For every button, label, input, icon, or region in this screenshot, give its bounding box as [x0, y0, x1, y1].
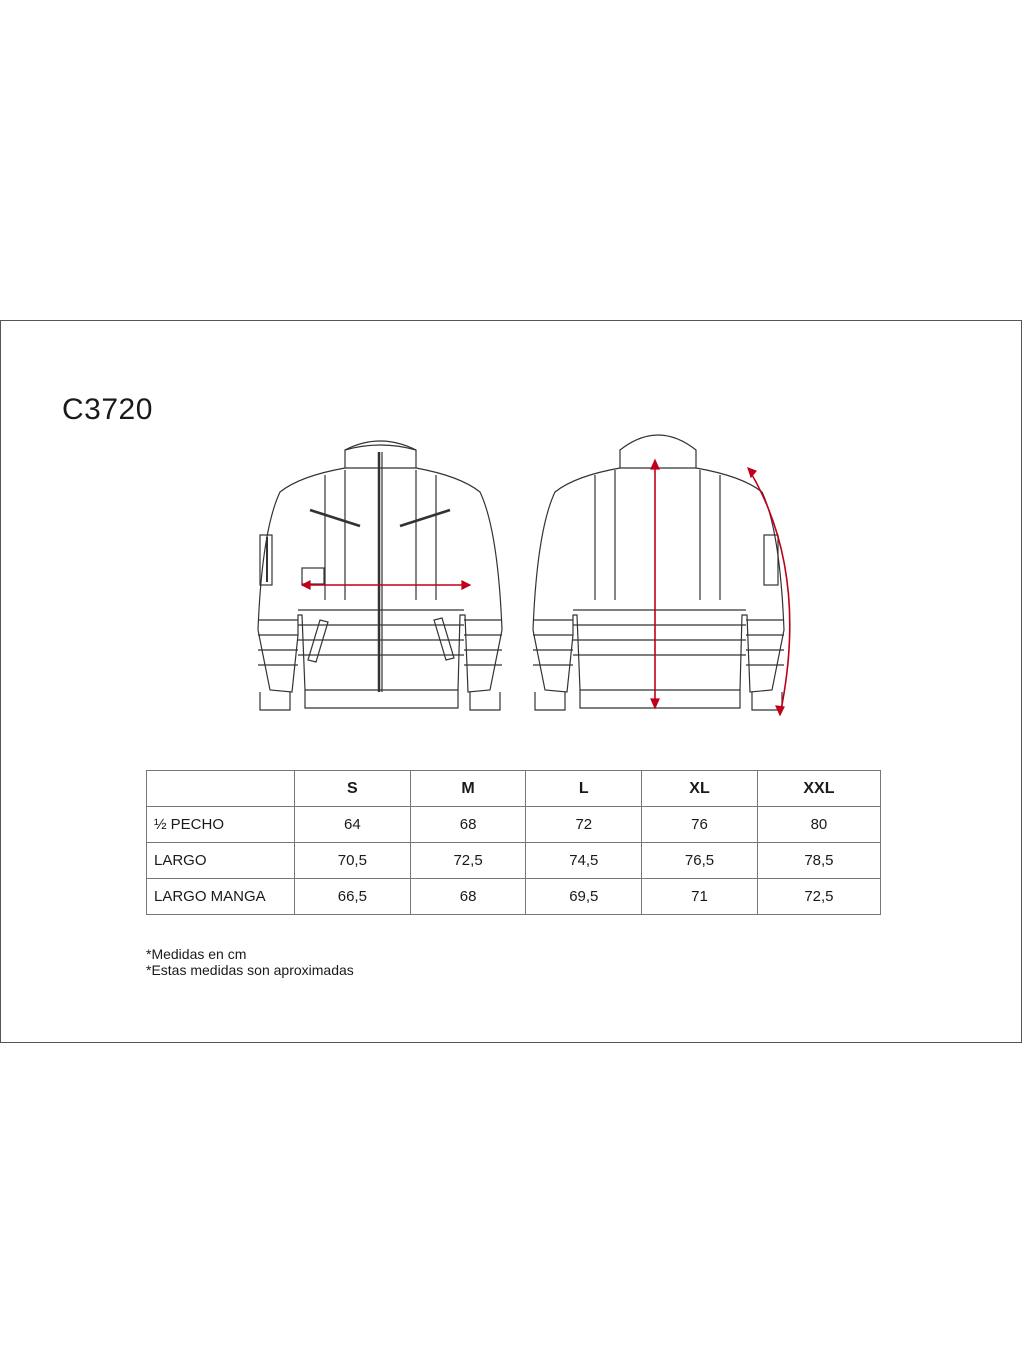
size-header-row — [147, 771, 881, 807]
size-header-cell: S — [295, 771, 411, 807]
jacket-back-view — [533, 435, 790, 715]
row-label: LARGO — [147, 843, 295, 879]
size-table — [146, 770, 881, 915]
table-cell: 72,5 — [757, 879, 880, 915]
table-cell: 66,5 — [295, 879, 411, 915]
table-cell: 76 — [642, 807, 758, 843]
table-row — [147, 807, 881, 843]
size-header-cell: XL — [642, 771, 758, 807]
jacket-technical-drawing — [240, 420, 800, 720]
row-label: ½ PECHO — [147, 807, 295, 843]
size-header-cell: M — [410, 771, 526, 807]
table-cell: 78,5 — [757, 843, 880, 879]
product-code: C3720 — [62, 393, 153, 426]
footnotes — [146, 946, 354, 978]
table-cell: 76,5 — [642, 843, 758, 879]
row-label: LARGO MANGA — [147, 879, 295, 915]
table-cell: 64 — [295, 807, 411, 843]
table-cell: 68 — [410, 879, 526, 915]
footnote-approximate: *Estas medidas son aproximadas — [146, 962, 354, 978]
size-header-cell: L — [526, 771, 642, 807]
table-cell: 72 — [526, 807, 642, 843]
table-cell: 68 — [410, 807, 526, 843]
table-cell: 69,5 — [526, 879, 642, 915]
size-header-cell: XXL — [757, 771, 880, 807]
table-cell: 74,5 — [526, 843, 642, 879]
sleeve-measure-arrow — [748, 468, 790, 715]
table-cell: 70,5 — [295, 843, 411, 879]
table-cell: 72,5 — [410, 843, 526, 879]
table-row — [147, 879, 881, 915]
footnote-units: *Medidas en cm — [146, 946, 247, 962]
table-row — [147, 843, 881, 879]
table-cell: 71 — [642, 879, 758, 915]
jacket-front-view — [258, 441, 502, 710]
table-corner-cell — [147, 771, 295, 807]
table-cell: 80 — [757, 807, 880, 843]
